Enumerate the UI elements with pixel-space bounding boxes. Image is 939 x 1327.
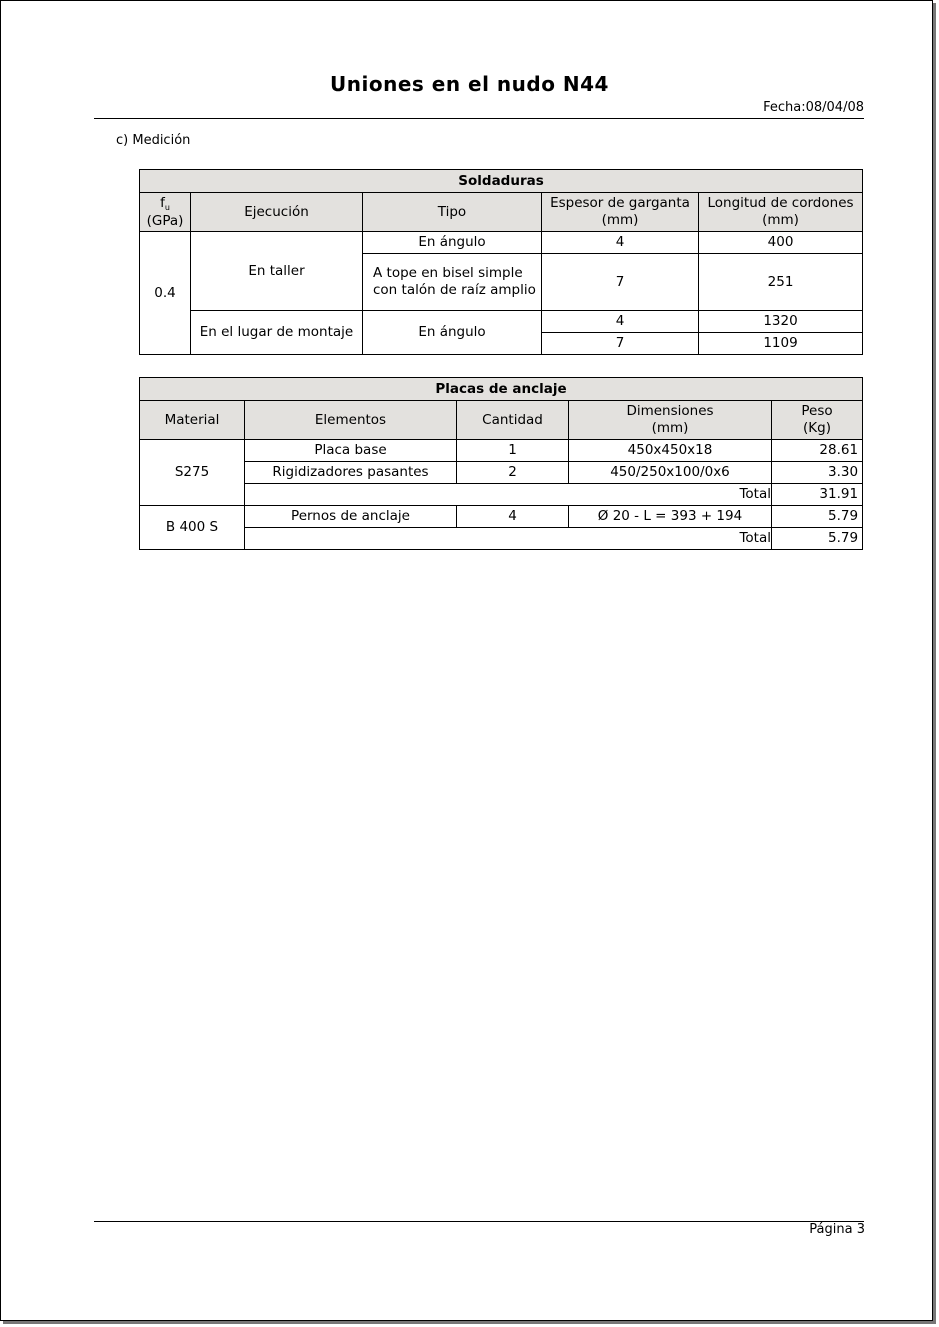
col-fu-subscript: u xyxy=(164,202,170,212)
element-name: Rigidizadores pasantes xyxy=(245,462,457,484)
col-cantidad: Cantidad xyxy=(457,401,569,440)
element-quantity: 1 xyxy=(457,440,569,462)
weld-length: 1109 xyxy=(699,333,863,355)
col-fu xyxy=(140,193,191,232)
page-number: Página 3 xyxy=(809,1222,865,1237)
col-peso: Peso (Kg) xyxy=(772,401,863,440)
material-cell: S275 xyxy=(140,440,245,506)
element-name: Placa base xyxy=(245,440,457,462)
material-cell: B 400 S xyxy=(140,506,245,550)
report-date: Fecha:08/04/08 xyxy=(763,100,864,115)
element-weight: 5.79 xyxy=(772,506,863,528)
weld-length: 1320 xyxy=(699,311,863,333)
col-dimensiones: Dimensiones (mm) xyxy=(569,401,772,440)
element-dimensions: 450/250x100/0x6 xyxy=(569,462,772,484)
section-label: c) Medición xyxy=(116,133,191,148)
element-weight: 3.30 xyxy=(772,462,863,484)
welds-caption: Soldaduras xyxy=(140,170,863,193)
header-rule xyxy=(94,118,864,119)
weld-thickness: 4 xyxy=(542,232,699,254)
col-tipo: Tipo xyxy=(363,193,542,232)
weld-type: A tope en bisel simple con talón de raíz amplio xyxy=(363,254,542,311)
welds-table xyxy=(139,169,863,355)
weld-thickness: 7 xyxy=(542,254,699,311)
element-dimensions: 450x450x18 xyxy=(569,440,772,462)
weld-thickness: 7 xyxy=(542,333,699,355)
ejecucion-taller: En taller xyxy=(191,232,363,311)
weld-length: 251 xyxy=(699,254,863,311)
col-fu-unit: (GPa) xyxy=(146,212,184,229)
col-material: Material xyxy=(140,401,245,440)
col-elementos: Elementos xyxy=(245,401,457,440)
page-title: Uniones en el nudo N44 xyxy=(330,72,609,96)
element-weight: 28.61 xyxy=(772,440,863,462)
element-dimensions: Ø 20 - L = 393 + 194 xyxy=(569,506,772,528)
col-fu-symbol: f xyxy=(160,194,165,211)
anchor-plates-caption: Placas de anclaje xyxy=(140,378,863,401)
element-quantity: 4 xyxy=(457,506,569,528)
weld-thickness: 4 xyxy=(542,311,699,333)
ejecucion-montaje: En el lugar de montaje xyxy=(191,311,363,355)
weld-type: En ángulo xyxy=(363,232,542,254)
element-name: Pernos de anclaje xyxy=(245,506,457,528)
col-longitud: Longitud de cordones (mm) xyxy=(699,193,863,232)
total-value: 5.79 xyxy=(772,528,863,550)
weld-length: 400 xyxy=(699,232,863,254)
anchor-plates-table xyxy=(139,377,863,550)
col-ejecucion: Ejecución xyxy=(191,193,363,232)
weld-type: En ángulo xyxy=(363,311,542,355)
total-value: 31.91 xyxy=(772,484,863,506)
fu-value: 0.4 xyxy=(140,232,191,355)
element-quantity: 2 xyxy=(457,462,569,484)
total-label: Total xyxy=(245,484,772,506)
col-espesor: Espesor de garganta (mm) xyxy=(542,193,699,232)
total-label: Total xyxy=(245,528,772,550)
